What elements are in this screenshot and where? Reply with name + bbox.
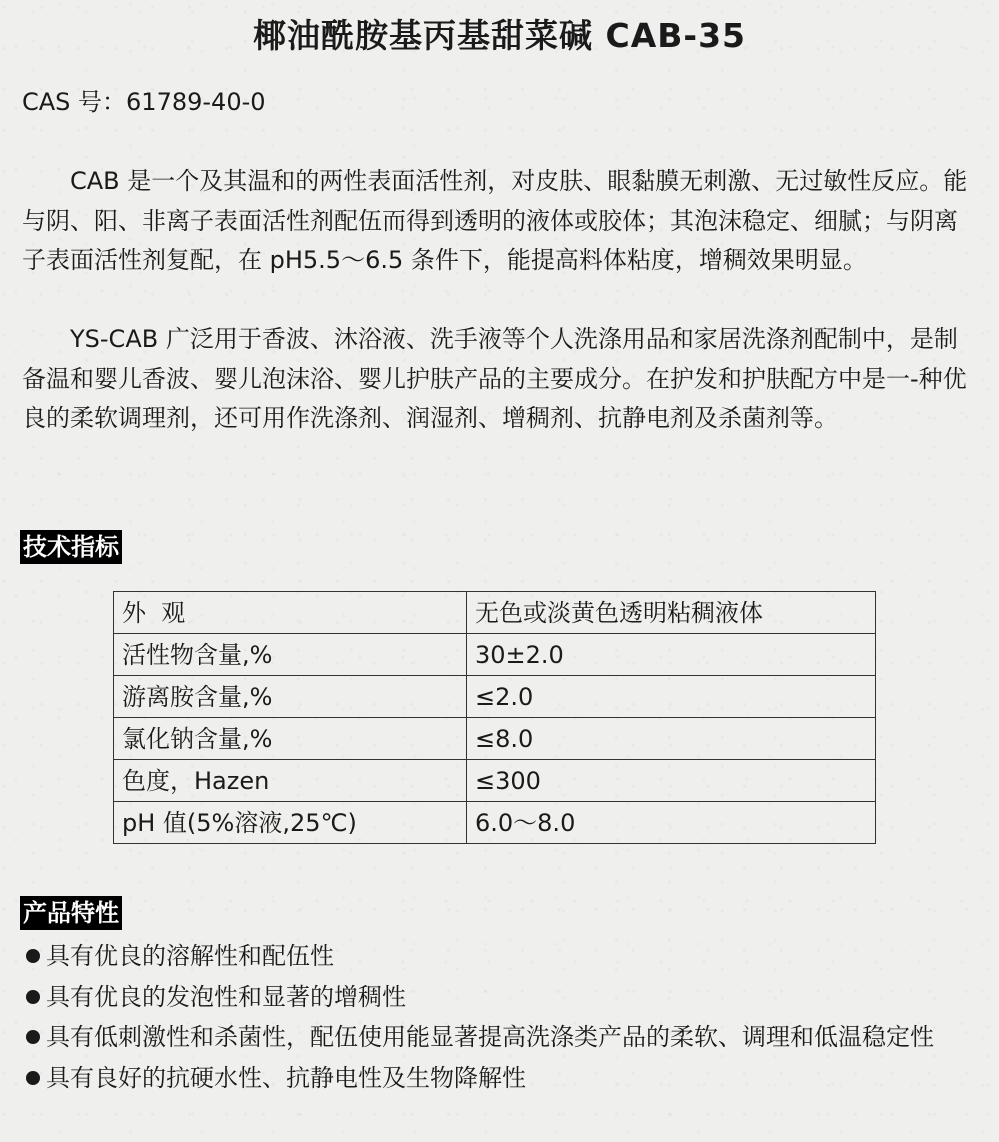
table-row — [114, 676, 876, 718]
spec-value-cell: ≤2.0 — [467, 676, 876, 718]
bullet-icon — [26, 1030, 40, 1044]
description-paragraph-1: CAB 是一个及其温和的两性表面活性剂，对皮肤、眼黏膜无刺激、无过敏性反应。能与阴、阳、非离子表面活性剂配伍而得到透明的液体或胶体；其泡沫稳定、细腻；与阴离子表面活性剂复配，在 pH5.5～6.5 条件下，能提高料体粘度，增稠效果明显。 — [22, 167, 968, 274]
spec-item-cell: pH 值(5%溶液,25℃) — [114, 802, 467, 844]
bullet-icon — [26, 1071, 40, 1085]
spec-item-cell: 氯化钠含量,% — [114, 718, 467, 760]
table-row — [114, 718, 876, 760]
list-item — [22, 1058, 977, 1099]
table-row — [114, 760, 876, 802]
spec-value-cell: ≤8.0 — [467, 718, 876, 760]
table-row — [114, 592, 876, 634]
spec-item-cell: 活性物含量,% — [114, 634, 467, 676]
spec-value-cell: 6.0～8.0 — [467, 802, 876, 844]
spec-value-cell: 无色或淡黄色透明粘稠液体 — [467, 592, 876, 634]
spec-value-cell: 30±2.0 — [467, 634, 876, 676]
spec-item-cell: 外 观 — [114, 592, 467, 634]
spec-item-cell: 色度，Hazen — [114, 760, 467, 802]
spec-value-cell: ≤300 — [467, 760, 876, 802]
spec-item-cell: 游离胺含量,% — [114, 676, 467, 718]
spec-table — [113, 591, 876, 844]
list-item — [22, 1017, 977, 1058]
page-title: 椰油酰胺基丙基甜菜碱 CAB-35 — [252, 16, 747, 55]
features-section-heading: 产品特性 — [20, 896, 122, 930]
features-list — [22, 936, 977, 1098]
table-row — [114, 634, 876, 676]
table-row — [114, 802, 876, 844]
bullet-icon — [26, 990, 40, 1004]
feature-text: 具有优良的发泡性和显著的增稠性 — [46, 982, 406, 1011]
cas-number: CAS 号：61789-40-0 — [22, 88, 266, 116]
bullet-icon — [26, 949, 40, 963]
spec-section-heading: 技术指标 — [20, 530, 122, 564]
list-item — [22, 936, 977, 977]
feature-text: 具有低刺激性和杀菌性，配伍使用能显著提高洗涤类产品的柔软、调理和低温稳定性 — [46, 1023, 934, 1051]
feature-text: 具有优良的溶解性和配伍性 — [46, 942, 334, 970]
description-paragraph-2: YS-CAB 广泛用于香波、沐浴液、洗手液等个人洗涤用品和家居洗涤剂配制中，是制备温和婴儿香波、婴儿泡沫浴、婴儿护肤产品的主要成分。在护发和护肤配方中是一-种优良的柔软调理剂，还可用作洗涤剂、润湿剂、增稠剂、抗静电剂及杀菌剂等。 — [22, 325, 967, 432]
list-item — [22, 977, 977, 1018]
feature-text: 具有良好的抗硬水性、抗静电性及生物降解性 — [46, 1063, 526, 1092]
